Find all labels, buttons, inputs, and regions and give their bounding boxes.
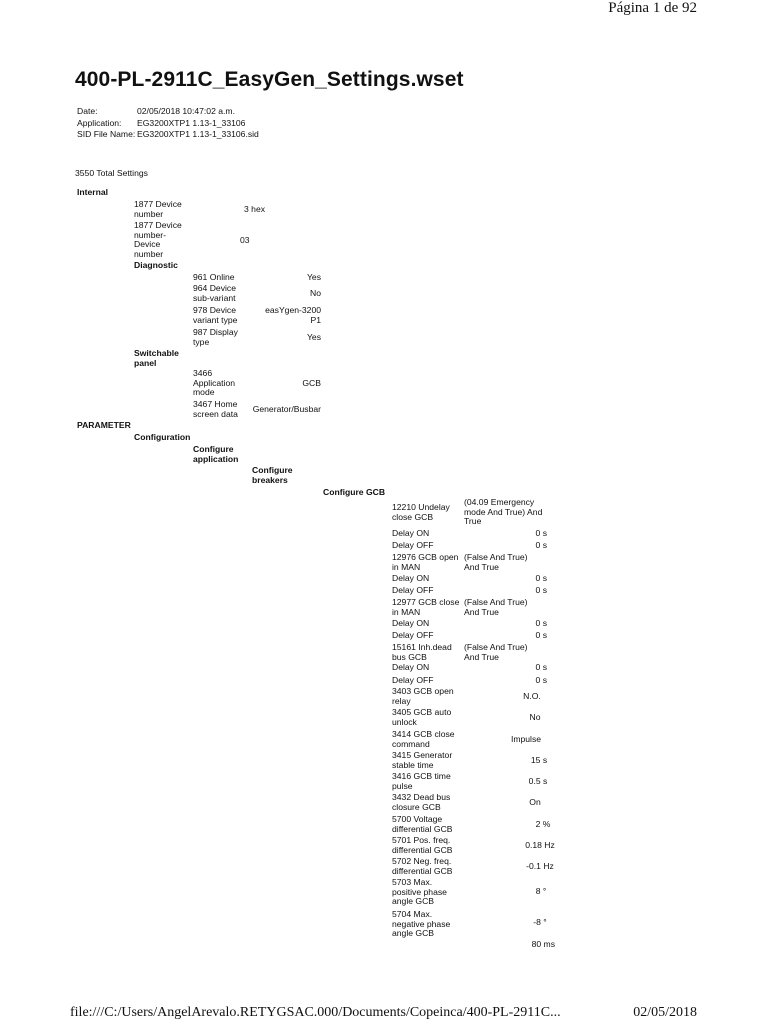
setting-label: 3467 Home screen data	[193, 399, 238, 419]
setting-label: 3416 GCB time pulse	[392, 771, 451, 791]
setting-label: Delay ON	[392, 618, 430, 628]
setting-value: 0.5 s	[528, 776, 548, 786]
setting-label: Delay OFF	[392, 675, 434, 685]
date-label: Date:	[77, 106, 98, 116]
setting-value: 0 s	[535, 540, 547, 550]
setting-label: Delay ON	[392, 662, 430, 672]
setting-value: (False And True) And True	[464, 552, 528, 572]
setting-label: 5703 Max. positive phase angle GCB	[392, 877, 447, 907]
setting-value: 0 s	[535, 630, 547, 640]
setting-value: (False And True) And True	[464, 642, 528, 662]
setting-value: GCB	[302, 378, 321, 388]
date-value: 02/05/2018 10:47:02 a.m.	[137, 106, 235, 116]
setting-label: 3432 Dead bus closure GCB	[392, 792, 451, 812]
section-configure-breakers: Configure breakers	[252, 465, 293, 485]
setting-label: 987 Display type	[193, 327, 238, 347]
setting-label: 5700 Voltage differential GCB	[392, 814, 453, 834]
setting-value: (False And True) And True	[464, 597, 528, 617]
setting-value: 0 s	[535, 528, 547, 538]
setting-value: 0 s	[535, 662, 547, 672]
setting-value: N.O.	[523, 691, 541, 701]
setting-value: 0 s	[535, 618, 547, 628]
setting-label: 3415 Generator stable time	[392, 750, 453, 770]
setting-label: 3466 Application mode	[193, 368, 236, 398]
setting-label: 1877 Device number-Device number	[134, 220, 182, 259]
section-configure-application: Configure application	[193, 444, 239, 464]
sid-file-label: SID File Name:	[77, 129, 136, 139]
application-label: Application:	[77, 118, 122, 128]
setting-value: On	[529, 797, 541, 807]
setting-value: Yes	[306, 332, 321, 342]
setting-label: 5704 Max. negative phase angle GCB	[392, 909, 451, 939]
setting-value: 3 hex	[244, 204, 266, 214]
setting-value: easYgen-3200 P1	[265, 305, 321, 325]
setting-label: 964 Device sub-variant	[193, 283, 236, 303]
total-settings: 3550 Total Settings	[75, 168, 148, 178]
setting-label: 3414 GCB close command	[392, 729, 455, 749]
setting-value: 03	[240, 235, 250, 245]
setting-value: 0 s	[535, 573, 547, 583]
setting-label: 12210 Undelay close GCB	[392, 502, 450, 522]
setting-value: 15 s	[530, 755, 548, 765]
setting-label: 15161 Inh.dead bus GCB	[392, 642, 452, 662]
setting-value: 80 ms	[531, 939, 555, 949]
section-parameter: PARAMETER	[77, 420, 131, 430]
setting-label: 3405 GCB auto unlock	[392, 707, 452, 727]
section-internal: Internal	[77, 187, 109, 197]
setting-value: 2 %	[535, 819, 551, 829]
footer-file-path: file:///C:/Users/AngelArevalo.RETYGSAC.000/Documents/Copeinca/400-PL-2911C...	[70, 1005, 561, 1020]
setting-label: Delay OFF	[392, 585, 434, 595]
setting-value: 0.18 Hz	[525, 840, 555, 850]
setting-label: Delay ON	[392, 573, 430, 583]
setting-value: (04.09 Emergency mode And True) And True	[464, 497, 543, 527]
setting-label: Delay ON	[392, 528, 430, 538]
setting-value: Generator/Busbar	[252, 404, 321, 414]
page-indicator: Página 1 de 92	[608, 0, 697, 16]
setting-label: 1877 Device number	[134, 199, 182, 219]
setting-value: 0 s	[535, 675, 547, 685]
setting-label: 5702 Neg. freq. differential GCB	[392, 856, 453, 876]
setting-value: 0 s	[535, 585, 547, 595]
setting-value: 8 °	[535, 886, 547, 896]
setting-label: 12977 GCB close in MAN	[392, 597, 460, 617]
setting-value: Yes	[306, 272, 321, 282]
setting-label: Delay OFF	[392, 540, 434, 550]
setting-label: 978 Device variant type	[193, 305, 238, 325]
setting-value: No	[529, 712, 541, 722]
setting-label: 5701 Pos. freq. differential GCB	[392, 835, 453, 855]
setting-value: -8 °	[533, 917, 547, 927]
setting-label: 3403 GCB open relay	[392, 686, 454, 706]
setting-label: 12976 GCB open in MAN	[392, 552, 459, 572]
section-switchable-panel: Switchable panel	[134, 348, 179, 368]
setting-value: -0.1 Hz	[526, 861, 554, 871]
sid-file-value: EG3200XTP1 1.13-1_33106.sid	[137, 129, 259, 139]
document-title: 400-PL-2911C_EasyGen_Settings.wset	[75, 68, 464, 91]
setting-label: 961 Online	[193, 272, 235, 282]
application-value: EG3200XTP1 1.13-1_33106	[137, 118, 246, 128]
setting-value: No	[310, 288, 321, 298]
section-configuration: Configuration	[134, 432, 191, 442]
setting-value: Impulse	[510, 734, 542, 744]
setting-label: Delay OFF	[392, 630, 434, 640]
section-configure-gcb: Configure GCB	[323, 487, 386, 497]
section-diagnostic: Diagnostic	[134, 260, 178, 270]
footer-date: 02/05/2018	[633, 1005, 697, 1020]
